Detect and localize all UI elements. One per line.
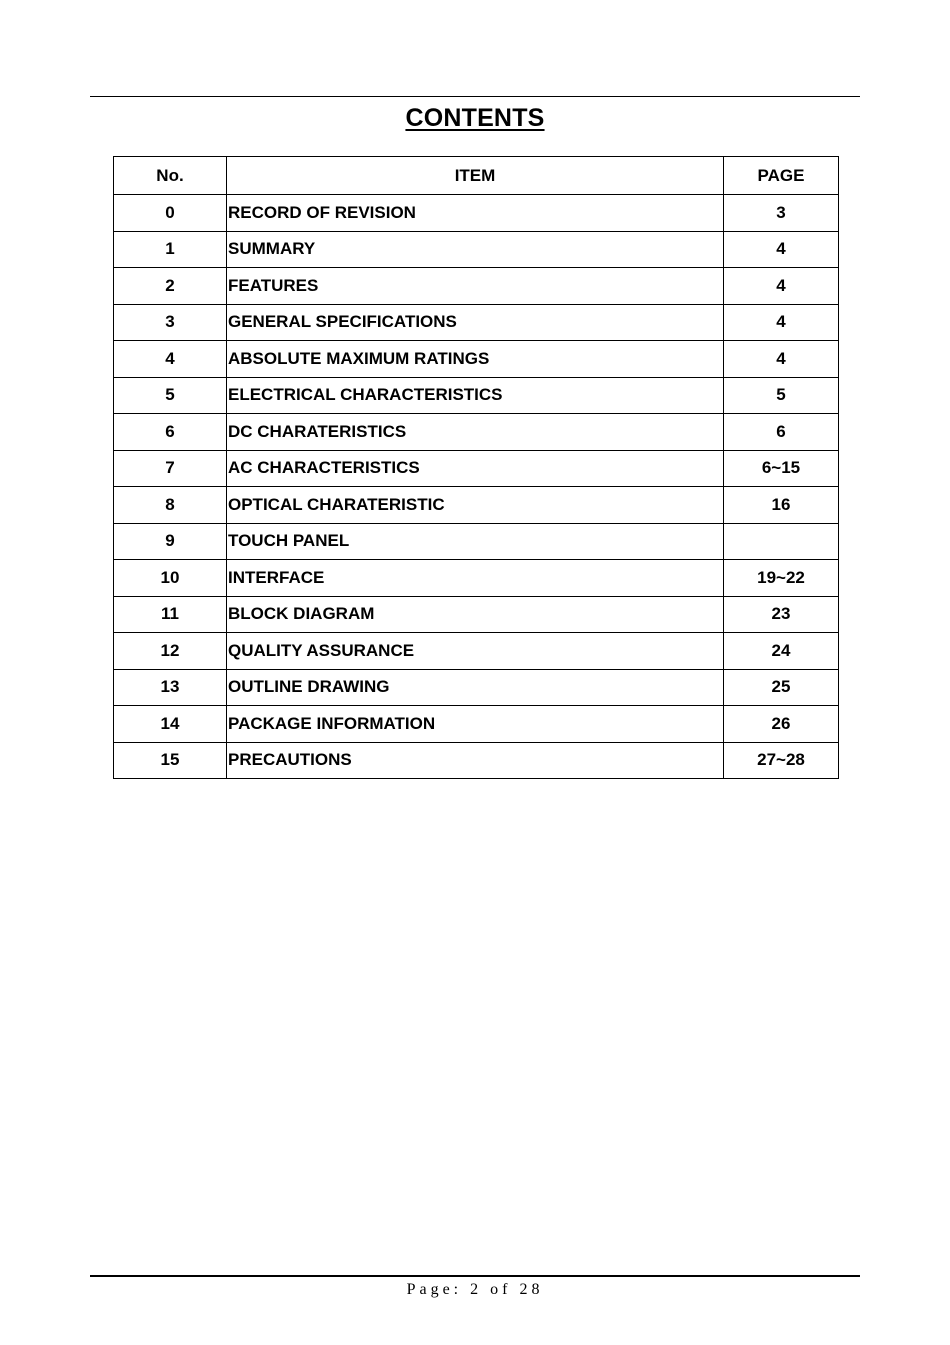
page-number: Page: 2 of 28 — [406, 1281, 544, 1298]
row-item: TOUCH PANEL — [227, 523, 724, 560]
row-page: 4 — [724, 231, 839, 268]
row-number: 5 — [114, 377, 227, 414]
table-row — [114, 450, 839, 487]
row-page: 5 — [724, 377, 839, 414]
row-page: 4 — [724, 268, 839, 305]
table-row — [114, 523, 839, 560]
row-item: BLOCK DIAGRAM — [227, 596, 724, 633]
row-page: 27~28 — [724, 742, 839, 779]
row-number: 11 — [114, 596, 227, 633]
table-row — [114, 195, 839, 232]
contents-table — [113, 156, 839, 779]
row-number: 7 — [114, 450, 227, 487]
table-row — [114, 231, 839, 268]
row-number: 10 — [114, 560, 227, 597]
row-item: INTERFACE — [227, 560, 724, 597]
row-page: 4 — [724, 341, 839, 378]
header-item: ITEM — [227, 157, 724, 195]
row-number: 3 — [114, 304, 227, 341]
row-page: 26 — [724, 706, 839, 743]
row-number: 12 — [114, 633, 227, 670]
row-item: ABSOLUTE MAXIMUM RATINGS — [227, 341, 724, 378]
table-row — [114, 304, 839, 341]
table-header-row — [114, 157, 839, 195]
row-item: SUMMARY — [227, 231, 724, 268]
page-title: CONTENTS — [405, 104, 545, 132]
row-item: OPTICAL CHARATERISTIC — [227, 487, 724, 524]
row-page — [724, 523, 839, 560]
row-page: 6 — [724, 414, 839, 451]
table-row — [114, 377, 839, 414]
row-item: DC CHARATERISTICS — [227, 414, 724, 451]
row-number: 0 — [114, 195, 227, 232]
row-page: 6~15 — [724, 450, 839, 487]
row-number: 4 — [114, 341, 227, 378]
table-row — [114, 268, 839, 305]
row-page: 24 — [724, 633, 839, 670]
row-item: PRECAUTIONS — [227, 742, 724, 779]
row-item: AC CHARACTERISTICS — [227, 450, 724, 487]
row-page: 19~22 — [724, 560, 839, 597]
row-number: 9 — [114, 523, 227, 560]
header-divider — [90, 96, 860, 97]
row-item: ELECTRICAL CHARACTERISTICS — [227, 377, 724, 414]
table-row — [114, 669, 839, 706]
row-item: RECORD OF REVISION — [227, 195, 724, 232]
row-number: 13 — [114, 669, 227, 706]
row-page: 23 — [724, 596, 839, 633]
table-row — [114, 341, 839, 378]
table-row — [114, 414, 839, 451]
row-page: 3 — [724, 195, 839, 232]
row-page: 4 — [724, 304, 839, 341]
row-number: 6 — [114, 414, 227, 451]
row-item: PACKAGE INFORMATION — [227, 706, 724, 743]
footer-divider — [90, 1275, 860, 1277]
row-number: 14 — [114, 706, 227, 743]
row-page: 25 — [724, 669, 839, 706]
table-row — [114, 742, 839, 779]
row-number: 8 — [114, 487, 227, 524]
table-row — [114, 706, 839, 743]
table-body — [114, 195, 839, 779]
table-row — [114, 596, 839, 633]
row-page: 16 — [724, 487, 839, 524]
table-row — [114, 560, 839, 597]
table-row — [114, 487, 839, 524]
row-number: 2 — [114, 268, 227, 305]
header-page: PAGE — [724, 157, 839, 195]
row-item: QUALITY ASSURANCE — [227, 633, 724, 670]
row-number: 15 — [114, 742, 227, 779]
table-row — [114, 633, 839, 670]
row-item: GENERAL SPECIFICATIONS — [227, 304, 724, 341]
row-item: OUTLINE DRAWING — [227, 669, 724, 706]
header-no: No. — [114, 157, 227, 195]
row-number: 1 — [114, 231, 227, 268]
row-item: FEATURES — [227, 268, 724, 305]
